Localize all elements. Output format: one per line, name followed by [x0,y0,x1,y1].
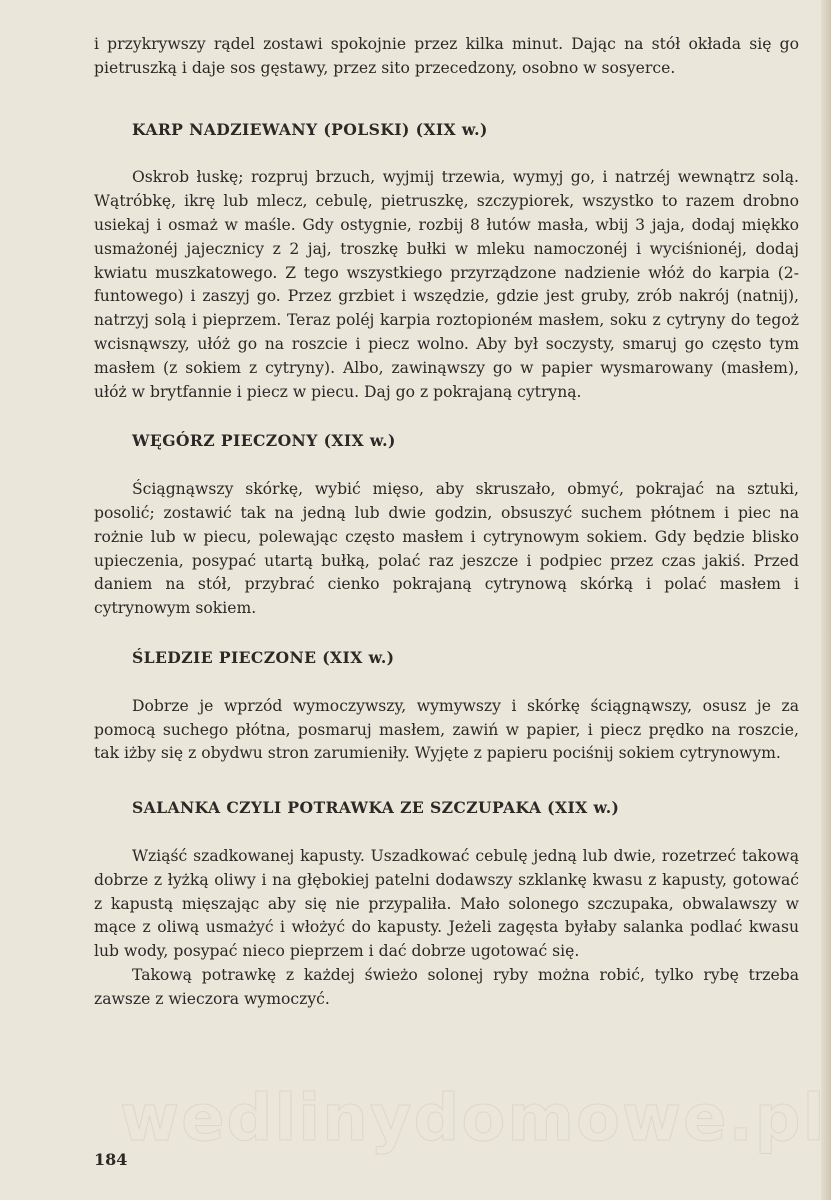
page-spine-shadow [821,0,831,1200]
watermark: wedlinydomowe.pl [120,1082,827,1156]
recipe-text-salanka-1: Wziąść szadkowanej kapusty. Uszadkować cebulę jedną lub dwie, rozetrzeć takową dobrze z łyżką oliwy i na głębokiej patelni dodawszy szklankę kwasu z kapusty, gotować z kapustą mięszając aby się nie przypaliła. Mało solonego szczupaka, obwalawszy w mące z oliwą usmażyć i włożyć do kapusty. Jeżeli zagęsta byłaby salanka podlać kwasu lub wody, posypać nieco pieprzem i dać dobrze ugotować się. [94,846,799,961]
recipe-title-wegorz: WĘGÓRZ PIECZONY (XIX w.) [132,431,396,451]
recipe-text-salanka-2: Takową potrawkę z każdej świeżo solonej ryby można robić, tylko rybę trzeba zawsze z wieczora wymoczyć. [94,965,799,1008]
recipe-text-wegorz: Ściągnąwszy skórkę, wybić mięso, aby skruszało, obmyć, pokrajać na sztuki, posolić; zostawić tak na jedną lub dwie godzin, obsuszyć suchem płótnem i piec na rożnie lub w piecu, polewając często masłem i cytrynowym sokiem. Gdy będzie blisko upieczenia, posypać utartą bułką, polać raz jeszcze i podpiec przez czas jakiś. Przed daniem na stół, przybrać cienko pokrajaną cytrynową skórką i polać masłem i cytrynowym sokiem. [94,480,799,618]
recipe-text-sledzie: Dobrze je wprzód wymoczywszy, wymywszy i skórkę ściągnąwszy, osusz je za pomocą suchego płótna, posmaruj masłem, zawiń w papier, i piecz prędko na roszcie, tak iżby się z obydwu stron zarumieniły. Wyjęte z papieru pociśnij sokiem cytrynowym. [94,696,799,763]
page-number: 184 [94,1150,128,1169]
recipe-title-karp: KARP NADZIEWANY (POLSKI) (XIX w.) [132,119,488,139]
recipe-text-karp: Oskrob łuskę; rozpruj brzuch, wyjmij trzewia, wymyj go, i natrzéj wewnątrz solą. Wątróbkę, ikrę lub mlecz, cebulę, pietruszkę, szczypiorek, wszystko to razem drobno usiekaj i osmaż w maśle. Gdy ostygnie, rozbij 8 łutów masła, wbij 3 jaja, dodaj miękko usmażonéj jajecznicy z 2 jaj, troszkę bułki w mleku namoczonéj i wyciśnionéj, dodaj kwiatu muszkatowego. Z tego wszystkiego przyrządzone nadzienie włóż do karpia (2-funtowego) i zaszyj go. Przez grzbiet i wszędzie, gdzie jest gruby, zrób nakrój (natnij), natrzyj solą i pieprzem. Teraz poléj karpia roztopionéм masłem, soku z cytryny do tegoż wcisnąwszy, ułóż go na roszcie i piecz wolno. Aby był soczysty, smaruj go często tym masłem (z sokiem z cytryny). Albo, zawinąwszy go w papier wysmarowany (masłem), ułóż w brytfannie i piecz w piecu. Daj go z pokrajaną cytryną. [94,168,799,401]
recipe-title-salanka: SALANKA CZYLI POTRAWKA ZE SZCZUPAKA (XIX w.) [132,798,620,818]
page-content [94,33,799,1012]
intro-paragraph: i przykrywszy rądel zostawi spokojnie przez kilka minut. Dając na stół okłada się go pietruszką i daje sos gęstawy, przez sito przecedzony, osobno w sosyerce. [94,35,799,77]
recipe-title-sledzie: ŚLEDZIE PIECZONE (XIX w.) [132,647,395,667]
